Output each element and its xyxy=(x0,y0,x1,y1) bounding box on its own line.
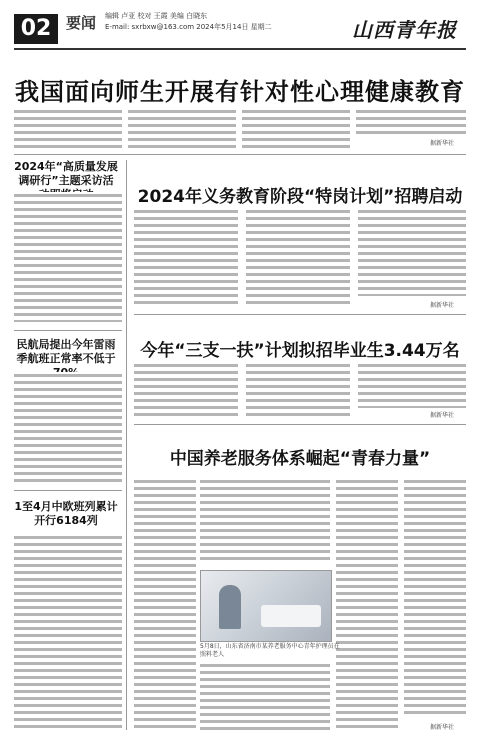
article-text-block xyxy=(14,534,122,730)
section-divider xyxy=(14,330,122,331)
article-text-block xyxy=(358,362,466,408)
article-text-block xyxy=(404,478,466,718)
masthead xyxy=(0,0,480,60)
article-text-block xyxy=(200,662,330,730)
main-headline: 我国面向师生开展有针对性心理健康教育 xyxy=(15,78,465,106)
section-divider xyxy=(14,490,122,491)
photo-person xyxy=(219,585,241,629)
photo-caption: 5月8日，山东省济南市某养老服务中心青年护理员在照料老人 xyxy=(200,643,340,658)
byline: 据新华社 xyxy=(430,412,455,419)
editor-line: 编辑 卢亚 校对 王霞 美编 白晓东 xyxy=(105,12,208,20)
section-divider xyxy=(14,154,466,155)
article-text-block xyxy=(14,108,122,150)
page-number: 02 xyxy=(14,14,58,44)
article-text-block xyxy=(242,108,350,150)
article-text-block xyxy=(14,372,122,482)
article-text-block xyxy=(358,208,466,296)
article-text-block xyxy=(134,478,196,730)
column-divider xyxy=(126,160,127,730)
newspaper-logo: 山西青年报 xyxy=(352,18,457,42)
section-divider xyxy=(134,314,466,315)
article-text-block xyxy=(14,192,122,322)
photo-bed xyxy=(261,605,321,627)
section-divider xyxy=(134,424,466,425)
side-headline-2: 民航局提出今年雷雨季航班正常率不低于 xyxy=(16,338,116,365)
article-text-block xyxy=(336,478,398,730)
article-text-block xyxy=(246,362,350,418)
article-text-block xyxy=(200,478,330,564)
article-text-block xyxy=(134,362,238,418)
article-text-block xyxy=(246,208,350,308)
byline: 据新华社 xyxy=(430,140,455,147)
side-headline-3: 1至4月中欧班列累计开行6184列 xyxy=(14,500,118,527)
article-text-block xyxy=(128,108,236,150)
side-headline-1: 2024年“高质量发展调研行”主题采访活 xyxy=(14,160,118,187)
news-photo xyxy=(200,570,332,642)
article-text-block xyxy=(356,108,466,136)
mid-headline-1: 2024年义务教育阶段“特岗计划”招聘启动 xyxy=(137,187,463,207)
mid-headline-2: 今年“三支一扶”计划拟招毕业生3.44万名 xyxy=(140,341,460,361)
mid-headline-3: 中国养老服务体系崛起“青春力量” xyxy=(169,449,431,469)
byline: 据新华社 xyxy=(430,724,455,731)
byline: 据新华社 xyxy=(430,302,455,309)
date-line: E-mail: sxrbxw@163.com 2024年5月14日 星期二 xyxy=(105,23,272,31)
section-title: 要闻 xyxy=(66,14,97,32)
article-text-block xyxy=(134,208,238,308)
masthead-rule xyxy=(14,48,466,50)
